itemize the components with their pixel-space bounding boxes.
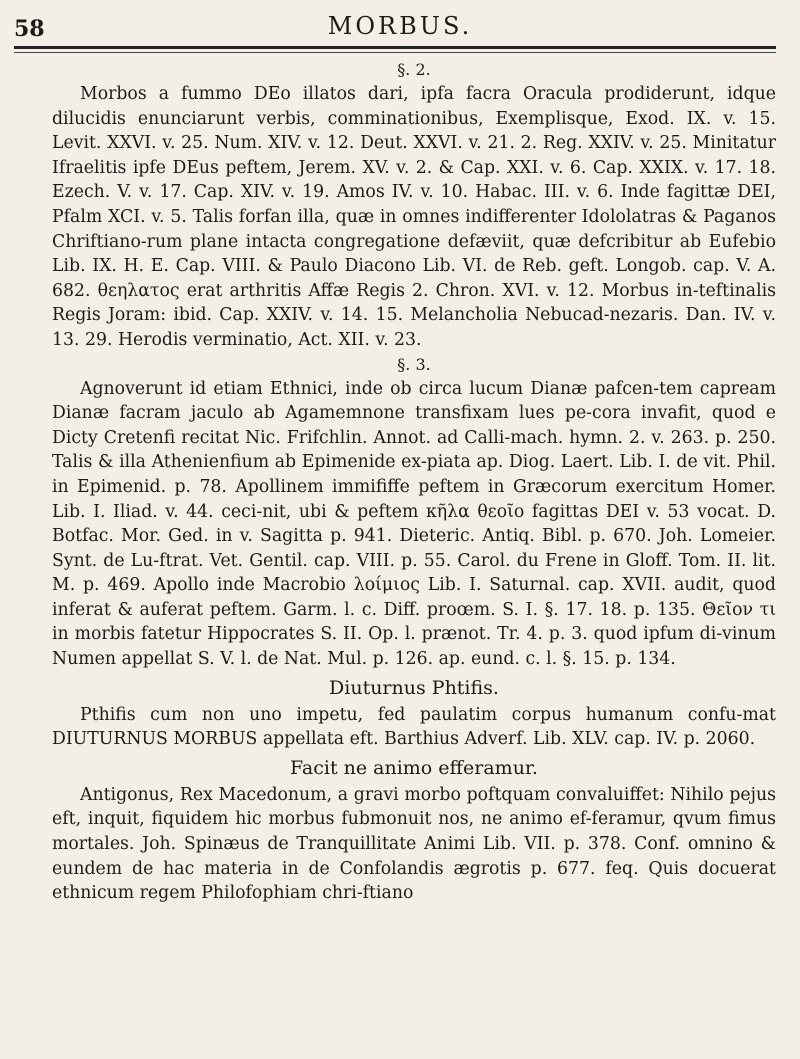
section-mark-3: §. 3. <box>397 354 431 374</box>
running-head: MORBUS. <box>327 12 473 40</box>
paragraph-facit: Antigonus, Rex Macedonum, a gravi morbo poftquam convaluiffet: Nihilo pejus eft, inquit, fiquidem hic morbus fubmonuit nos, ne animo ef-feramur, qvum fimus mortales. Joh. Spinæus de Tranquillitate Animi Lib. VII. p. 378. Conf. omnino & eundem de hac materia in de Confolandis ægrotis p. 677. feq. Quis docuerat ethnicum regem Philofophiam chri-ftiano <box>52 784 776 904</box>
heading-facit: Facit ne animo efferamur. <box>290 756 538 779</box>
paragraph-section-3: Agnoverunt id etiam Ethnici, inde ob circa lucum Dianæ pafcen-tem capream Dianæ facram jaculo ab Agamemnone transfixam lues pe-cora invafit, quod e Dicty Cretenfi recitat Nic. Frifchlin. Annot. ad Calli-mach. hymn. 2. v. 263. p. 250. Talis & illa Athenienfium ab Epimenide ex-piata ap. Diog. Laert. Lib. I. de vit. Phil. in Epimenid. p. 78. Apollinem immififfe peftem in Græcorum exercitum Homer. Lib. I. Iliad. v. 44. ceci-nit, ubi & peftem κῆλα θεοῖο fagittas DEI v. 53 vocat. D. Botfac. Mor. Ged. in v. Sagitta p. 941. Dieteric. Antiq. Bibl. p. 670. Joh. Lomeier. Synt. de Lu-ftrat. Vet. Gentil. cap. VIII. p. 55. Carol. du Frene in Gloff. Tom. II. lit. M. p. 469. Apollo inde Macrobio λοίμιος Lib. I. Saturnal. cap. XVII. audit, quod inferat & auferat peftem. Garm. l. c. Diff. proœm. S. I. §. 17. 18. p. 135. Θεῖον τι in morbis fatetur Hippocrates S. II. Op. l. prænot. Tr. 4. p. 3. quod ipfum di-vinum Numen appellat S. V. l. de Nat. Mul. p. 126. ap. eund. c. l. §. 15. p. 134. <box>52 378 776 670</box>
paragraph-section-2: Morbos a fummo DEo illatos dari, ipfa facra Oracula prodiderunt, idque dilucidis enunciarunt verbis, comminationibus, Exemplisque, Exod. IX. v. 15. Levit. XXVI. v. 25. Num. XIV. v. 12. Deut. XXVI. v. 21. 2. Reg. XXIV. v. 25. Minitatur Ifraelitis ipfe DEus peftem, Jerem. XV. v. 2. & Cap. XXI. v. 6. Cap. XXIX. v. 17. 18. Ezech. V. v. 17. Cap. XIV. v. 19. Amos IV. v. 10. Habac. III. v. 6. Inde fagittæ DEI, Pfalm XCI. v. 5. Talis forfan illa, quæ in omnes indifferenter Idololatras & Paganos Chriftiano-rum plane intacta congregatione defæviit, quæ defcribitur ab Eufebio Lib. IX. H. E. Cap. VIII. & Paulo Diacono Lib. VI. de Reb. geft. Longob. cap. V. A. 682. θεηλατος erat arthritis Affæ Regis 2. Chron. XVI. v. 12. Morbus in-teftinalis Regis Joram: ibid. Cap. XXIV. v. 14. 15. Melancholia Nebucad-nezaris. Dan. IV. v. 13. 29. Herodis verminatio, Act. XII. v. 23. <box>52 84 776 350</box>
page-body <box>52 58 776 906</box>
header-rule <box>14 46 776 49</box>
section-mark-2: §. 2. <box>397 60 431 79</box>
heading-diuturnus: Diuturnus Phtifis. <box>329 676 499 699</box>
header-rule-thin <box>14 52 776 53</box>
page-number: 58 <box>14 16 45 42</box>
paragraph-diuturnus: Pthifis cum non uno impetu, fed paulatim corpus humanum confu-mat DIUTURNUS MORBUS appellata eft. Barthius Adverf. Lib. XLV. cap. IV. p. 2060. <box>52 704 776 750</box>
